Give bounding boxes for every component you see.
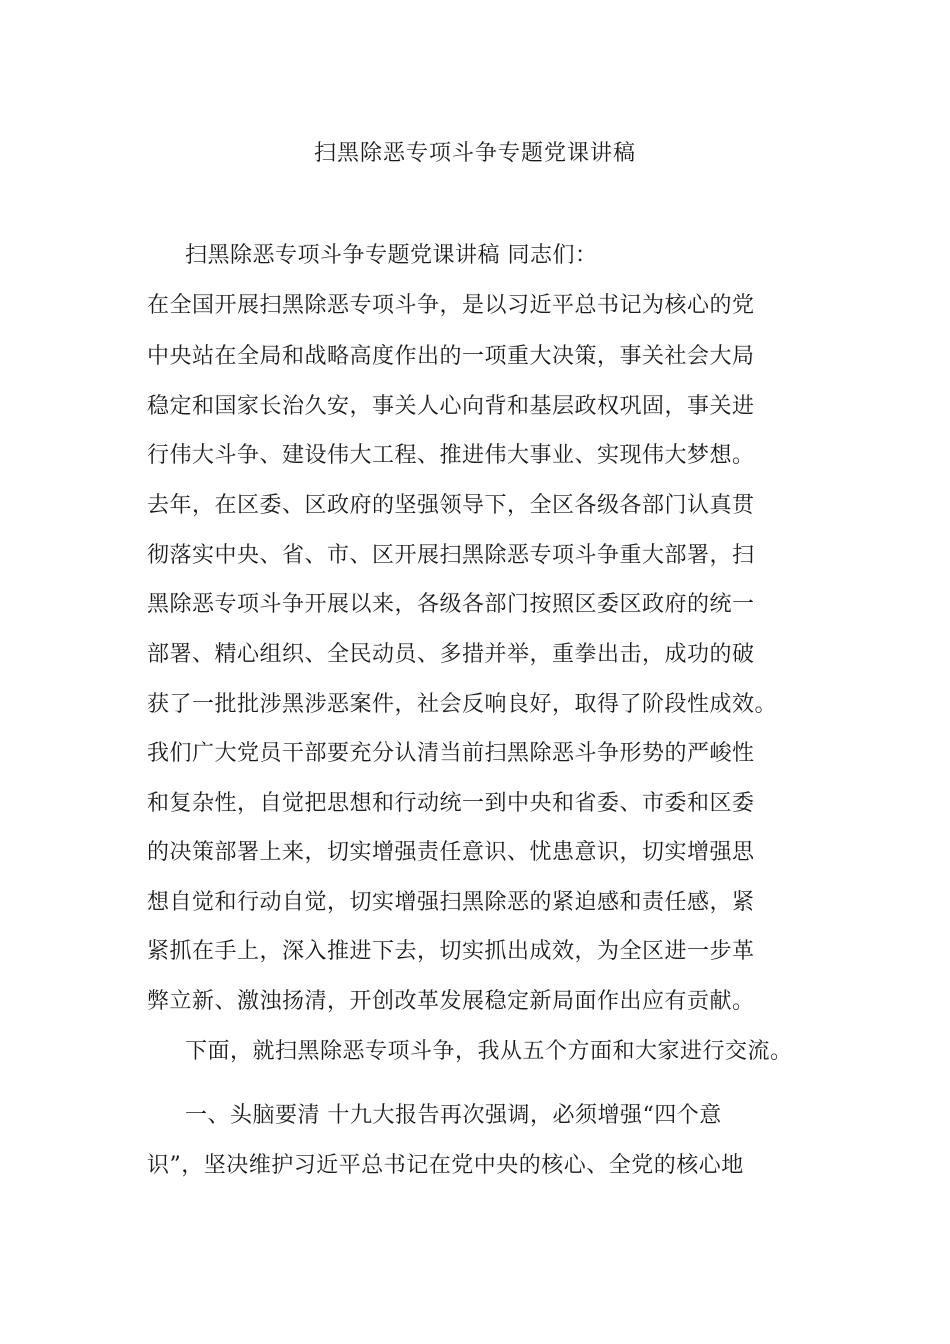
text-line: 行伟大斗争、建设伟大工程、推进伟大事业、实现伟大梦想。 xyxy=(147,443,755,468)
text-line: 的决策部署上来，切实增强责任意识、忧患意识，切实增强思 xyxy=(147,840,755,865)
text-line: 部署、精心组织、全民动员、多措并举，重拳出击，成功的破 xyxy=(147,642,755,667)
text-line: 去年，在区委、区政府的坚强领导下，全区各级各部门认真贯 xyxy=(147,493,755,518)
text-line: 弊立新、激浊扬清，开创改革发展稳定新局面作出应有贡献。 xyxy=(147,989,755,1014)
text-line: 想自觉和行动自觉，切实增强扫黑除恶的紧迫感和责任感，紧 xyxy=(147,890,755,915)
text-line: 识”，坚决维护习近平总书记在党中央的核心、全党的核心地 xyxy=(147,1153,744,1178)
text-line: 稳定和国家长治久安，事关人心向背和基层政权巩固，事关进 xyxy=(147,394,755,419)
text-line: 获了一批批涉黑涉恶案件，社会反响良好，取得了阶段性成效。 xyxy=(147,692,778,717)
text-line: 和复杂性，自觉把思想和行动统一到中央和省委、市委和区委 xyxy=(147,791,755,816)
document-title: 扫黑除恶专项斗争专题党课讲稿 xyxy=(313,141,636,166)
text-line: 彻落实中央、省、市、区开展扫黑除恶专项斗争重大部署，扫 xyxy=(147,543,755,568)
text-line: 我们广大党员干部要充分认清当前扫黑除恶斗争形势的严峻性 xyxy=(147,741,755,766)
text-line: 在全国开展扫黑除恶专项斗争，是以习近平总书记为核心的党 xyxy=(147,293,755,318)
text-line: 扫黑除恶专项斗争专题党课讲稿 同志们： xyxy=(185,243,598,268)
text-line: 紧抓在手上，深入推进下去，切实抓出成效，为全区进一步革 xyxy=(147,939,755,964)
text-line: 一、头脑要清 十九大报告再次强调，必须增强“四个意 xyxy=(185,1103,722,1128)
text-line: 黑除恶专项斗争开展以来，各级各部门按照区委区政府的统一 xyxy=(147,592,755,617)
text-line: 中央站在全局和战略高度作出的一项重大决策，事关社会大局 xyxy=(147,344,755,369)
text-line: 下面，就扫黑除恶专项斗争，我从五个方面和大家进行交流。 xyxy=(185,1039,793,1064)
